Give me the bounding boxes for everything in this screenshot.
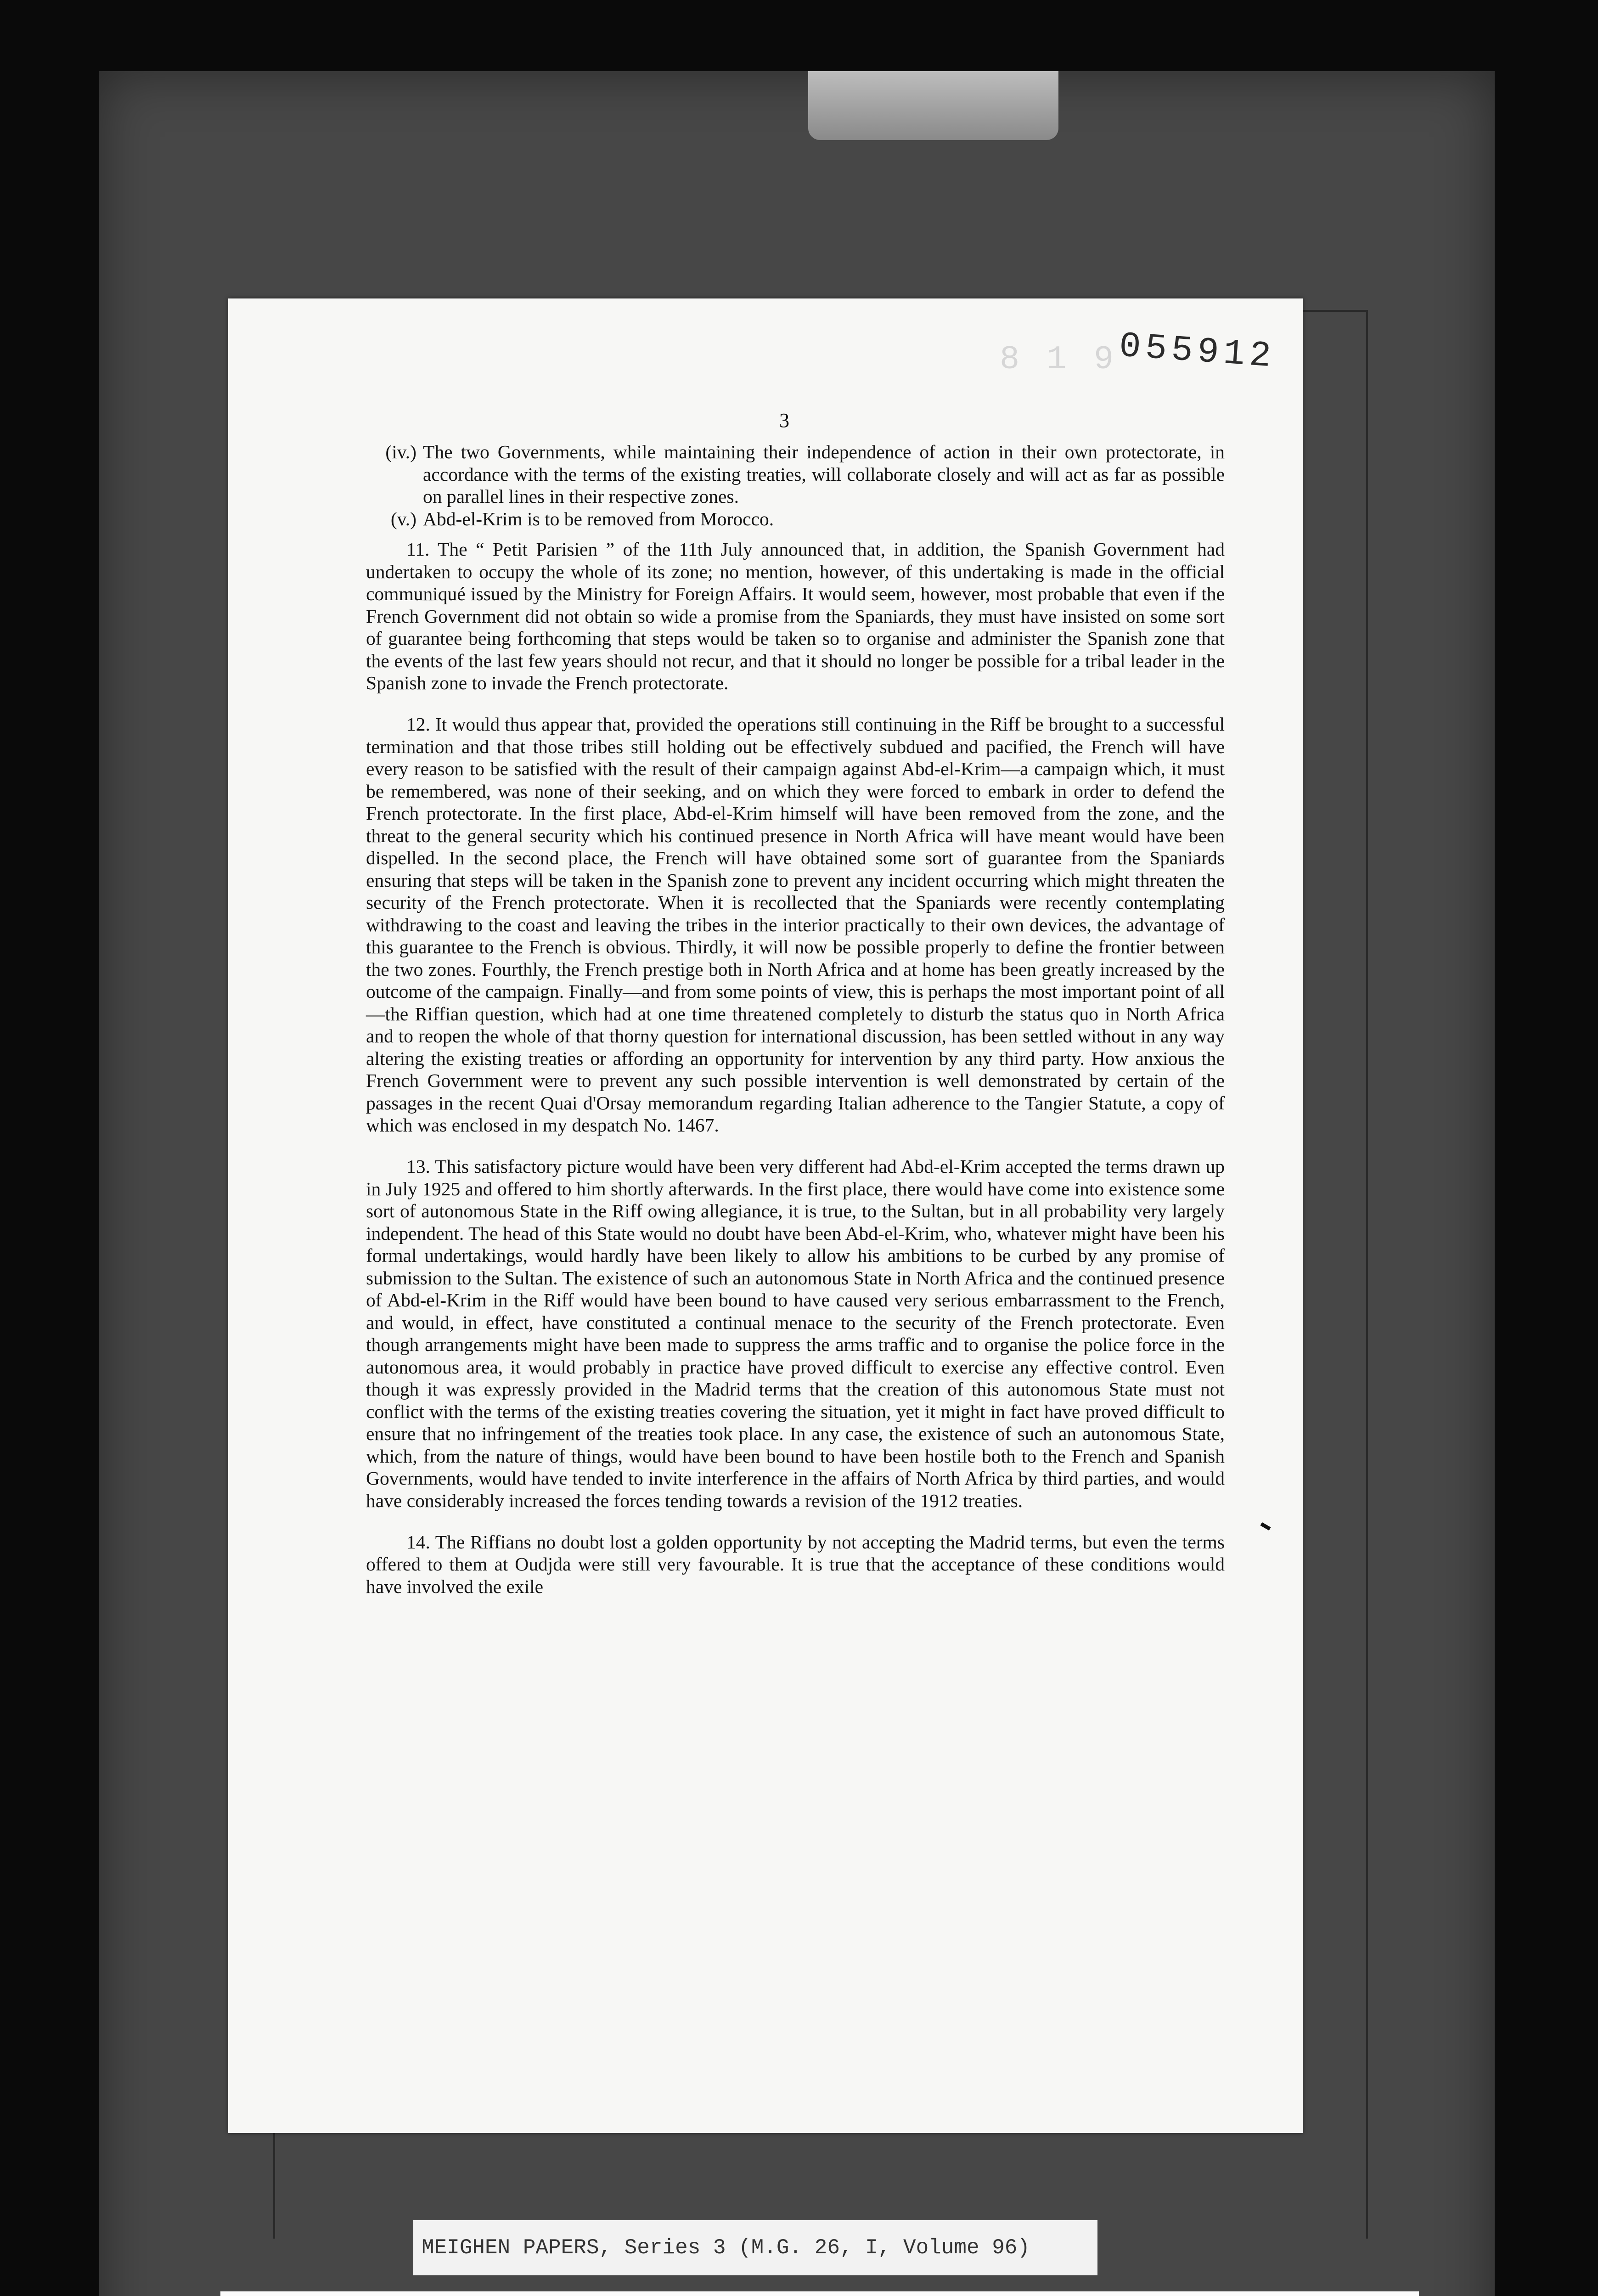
- archives-card: [220, 2291, 1419, 2296]
- paragraph-14: 14. The Riffians no doubt lost a golden opportunity by not accepting the Madrid terms, but even the terms offered to them at Oudjda were still very favourable. It is true that the acceptance of these conditions would have involved the exile: [366, 1531, 1225, 1597]
- paragraph-13: 13. This satisfactory picture would have been very different had Abd-el-Krim accepted the terms drawn up in July 1925 and offered to him shortly afterwards. In the first place, there would have come into existence some sort of autonomous State in the Riff owing allegiance, it is true, to the Sultan, but in all probability very largely independent. The head of this State would no doubt have been Abd-el-Krim, who, whatever might have been his formal undertakings, would hardly have been likely to allow his ambitions to be curbed by any promise of submission to the Sultan. The existence of such an autonomous State in North Africa and the continued presence of Abd-el-Krim in the Riff would have been bound to have caused very serious embarrassment to the French, and would, in effect, have constituted a continual menace to the security of the French protectorate. Even though arrangements might have been made to suppress the arms traffic and to organise the police force in the autonomous area, it would probably in practice have proved difficult to exercise any effective control. Even though it was expressly provided in the Madrid terms that the creation of this autonomous State must not conflict with the terms of the existing treaties covering the situation, yet it might in fact have proved difficult to ensure that no infringement of the treaties took place. In any case, the existence of such an autonomous State, which, from the nature of things, would have been bound to have been hostile both to the French and Spanish Governments, would have tended to invite interference in the affairs of North Africa by third parties, and would have considerably increased the forces tending towards a revision of the 1912 treaties.: [366, 1156, 1225, 1511]
- document-text: [366, 441, 1225, 1617]
- film-clip: [808, 71, 1058, 140]
- paragraph-11: 11. The “ Petit Parisien ” of the 11th July announced that, in addition, the Spanish Government had undertaken to occupy the whole of its zone; no mention, however, of this undertaking is made in the official communiqué issued by the Ministry for Foreign Affairs. It would seem, however, most probable that even if the French Government did not obtain so wide a promise from the Spaniards, they must have insisted on some sort of guarantee being forthcoming that steps would be taken so to organise and administer the Spanish zone that the events of the last few years should not recur, and that it should no longer be possible for a tribal leader in the Spanish zone to invade the French protectorate.: [366, 539, 1225, 693]
- item-text: The two Governments, while maintaining their independence of action in their own protectorate, in accordance with the terms of the existing treaties, will collaborate closely and will act as far as possible on parallel lines in their respective zones.: [423, 441, 1225, 507]
- frame-line: [1366, 310, 1368, 2239]
- page-number: 3: [779, 409, 789, 432]
- list-item: [366, 508, 1225, 530]
- stamp-number: 055912: [1118, 326, 1277, 377]
- archive-label: MEIGHEN PAPERS, Series 3 (M.G. 26, I, Volume 96): [413, 2220, 1097, 2275]
- faint-stamp: 8 1 9: [1000, 341, 1118, 378]
- item-text: Abd-el-Krim is to be removed from Morocco.: [423, 508, 774, 529]
- item-number: (v.): [390, 508, 416, 529]
- list-item: [366, 441, 1225, 508]
- item-number: (iv.): [385, 441, 416, 462]
- document-page: [228, 298, 1303, 2133]
- paragraph-12: 12. It would thus appear that, provided the operations still continuing in the Riff be brought to a successful termination and that those tribes still holding out be effectively subdued and pacified, the French will have every reason to be satisfied with the result of their campaign against Abd-el-Krim—a campaign which, it must be remembered, was none of their seeking, and on which they were forced to embark in order to defend the French protectorate. In the first place, Abd-el-Krim himself will have been removed from the zone, and the threat to the general security which his continued presence in North Africa will have meant would have been dispelled. In the second place, the French will have obtained some sort of guarantee from the Spaniards ensuring that steps will be taken in the Spanish zone to prevent any incident occurring which might threaten the security of the French protectorate. When it is recollected that the Spaniards were recently contemplating withdrawing to the coast and leaving the tribes in the interior practically to their own devices, the advantage of this guarantee to the French is obvious. Thirdly, it will now be possible properly to define the frontier between the two zones. Fourthly, the French prestige both in North Africa and at home has been greatly increased by the outcome of the campaign. Finally—and from some points of view, this is perhaps the most important point of all—the Riffian question, which had at one time threatened completely to disturb the status quo in North Africa and to reopen the whole of that thorny question for international discussion, has been settled without in any way altering the existing treaties or affording an opportunity for intervention by any third party. How anxious the French Government were to prevent any such possible intervention is well demonstrated by certain of the passages in the recent Quai d'Orsay memorandum regarding Italian adherence to the Tangier Statute, a copy of which was enclosed in my despatch No. 1467.: [366, 714, 1225, 1136]
